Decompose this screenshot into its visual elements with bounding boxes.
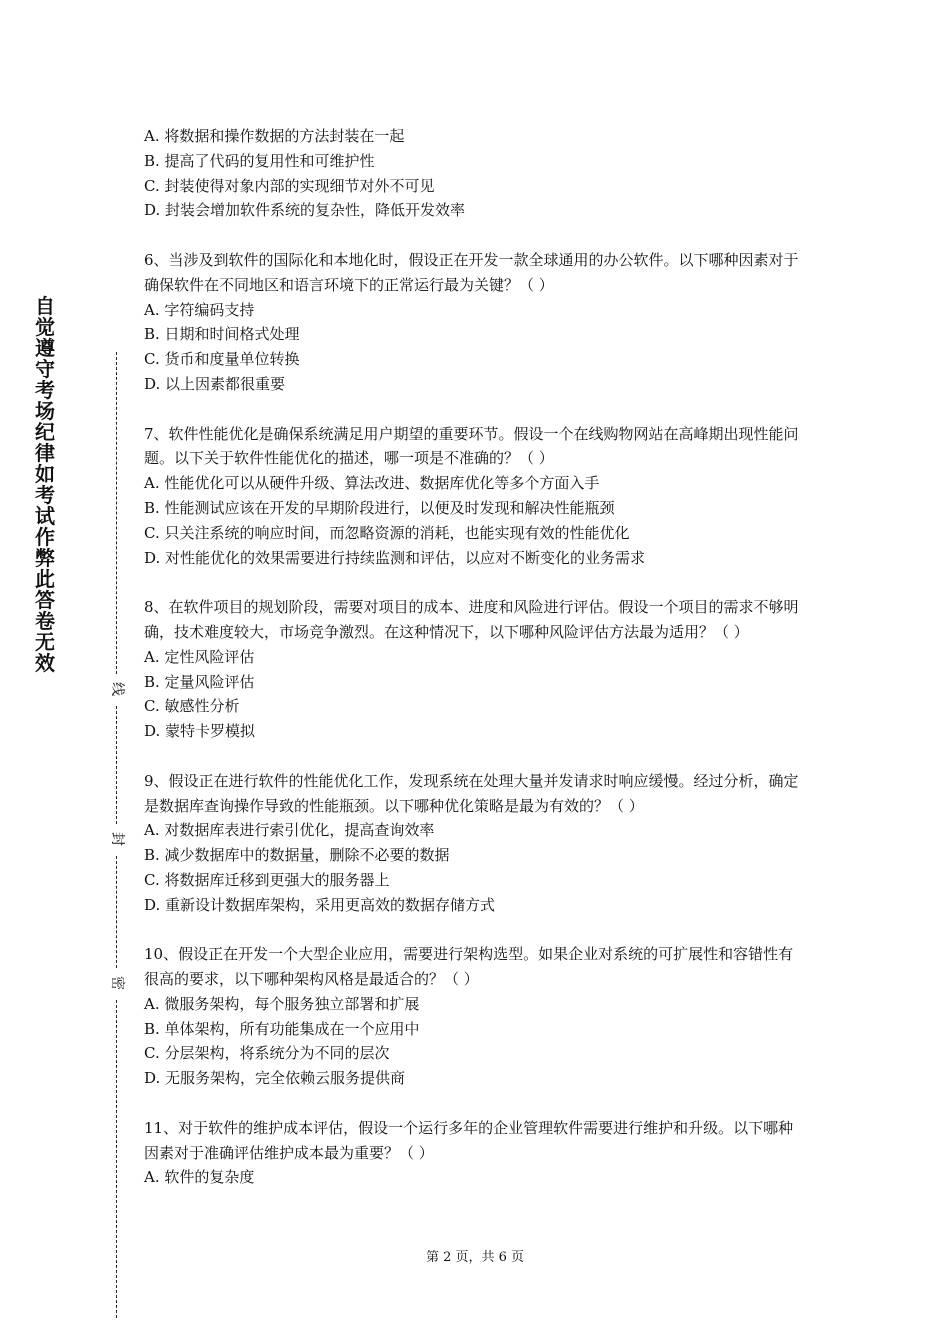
exam-discipline-notice: 自觉遵守考场纪律如考试作弊此答卷无效 [35,294,55,675]
question-stem: 9、假设正在进行软件的性能优化工作，发现系统在处理大量并发请求时响应缓慢。经过分析，确定是数据库查询操作导致的性能瓶颈。以下哪种优化策略是最为有效的？（ ） [144,771,799,815]
question-6 [144,248,808,397]
binding-mark-secret: 密 [109,976,125,990]
option: C. 货币和度量单位转换 [144,350,300,369]
option: B. 日期和时间格式处理 [144,325,300,344]
question-8 [144,595,808,744]
exam-content [144,124,808,1215]
option: C. 分层架构，将系统分为不同的层次 [144,1044,390,1063]
binding-line-segment [116,352,117,674]
binding-mark-line: 线 [109,682,125,696]
binding-line-segment [116,856,117,968]
question-stem: 6、当涉及到软件的国际化和本地化时，假设正在开发一款全球通用的办公软件。以下哪种因素对于确保软件在不同地区和语言环境下的正常运行最为关键？（ ） [144,250,799,294]
page-number: 第 2 页，共 6 页 [425,1250,525,1265]
option: C. 将数据库迁移到更强大的服务器上 [144,870,390,889]
option: B. 性能测试应该在开发的早期阶段进行，以便及时发现和解决性能瓶颈 [144,498,615,517]
option: B. 定量风险评估 [144,672,255,691]
option: B. 单体架构，所有功能集成在一个应用中 [144,1019,420,1038]
question-stem: 7、软件性能优化是确保系统满足用户期望的重要环节。假设一个在线购物网站在高峰期出现性能问题。以下关于软件性能优化的描述，哪一项是不准确的？（ ） [144,424,799,468]
binding-line-segment [116,706,117,824]
question-5-continued [144,124,808,223]
option: B. 减少数据库中的数据量，删除不必要的数据 [144,846,450,865]
option: A. 微服务架构，每个服务独立部署和扩展 [144,994,420,1013]
option: C. 封装使得对象内部的实现细节对外不可见 [144,176,435,195]
option: D. 无服务架构，完全依赖云服务提供商 [144,1069,406,1088]
question-stem: 11、对于软件的维护成本评估，假设一个运行多年的企业管理软件需要进行维护和升级。以下哪种因素对于准确评估维护成本最为重要？（ ） [144,1118,794,1162]
binding-mark-seal: 封 [109,832,125,846]
option: D. 以上因素都很重要 [144,374,286,393]
option: A. 对数据库表进行索引优化，提高查询效率 [144,821,435,840]
question-10 [144,942,808,1091]
option: D. 蒙特卡罗模拟 [144,722,256,741]
option: D. 对性能优化的效果需要进行持续监测和评估，以应对不断变化的业务需求 [144,548,646,567]
option: D. 重新设计数据库架构，采用更高效的数据存储方式 [144,895,496,914]
question-stem: 10、假设正在开发一个大型企业应用，需要进行架构选型。如果企业对系统的可扩展性和容错性有很高的要求，以下哪种架构风格是最适合的？（ ） [144,945,794,989]
option: A. 性能优化可以从硬件升级、算法改进、数据库优化等多个方面入手 [144,474,600,493]
question-11 [144,1116,808,1190]
option: A. 字符编码支持 [144,300,255,319]
option: C. 敏感性分析 [144,697,240,716]
option: C. 只关注系统的响应时间，而忽略资源的消耗，也能实现有效的性能优化 [144,523,630,542]
binding-line-segment [116,1000,117,1318]
question-stem: 8、在软件项目的规划阶段，需要对项目的成本、进度和风险进行评估。假设一个项目的需求不够明确，技术难度较大，市场竞争激烈。在这种情况下，以下哪种风险评估方法最为适用？（ ） [144,598,799,641]
option: A. 将数据和操作数据的方法封装在一起 [144,127,405,145]
question-7 [144,422,808,571]
question-9 [144,769,808,918]
option: A. 定性风险评估 [144,647,255,666]
option: B. 提高了代码的复用性和可维护性 [144,151,375,170]
option: D. 封装会增加软件系统的复杂性，降低开发效率 [144,201,466,220]
option: A. 软件的复杂度 [144,1168,255,1187]
